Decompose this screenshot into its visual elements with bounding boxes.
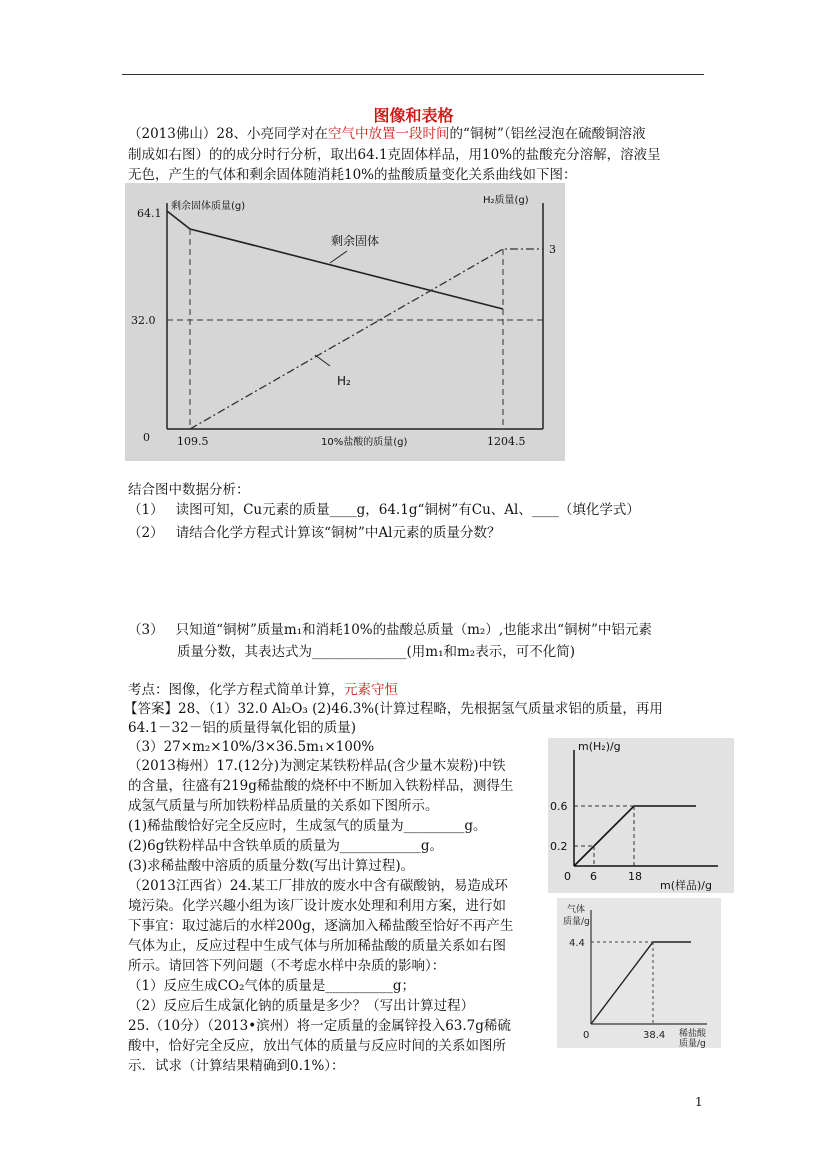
fig1-y-left-label: 剩余固体质量(g): [171, 201, 246, 212]
page-number: 1: [695, 1095, 703, 1109]
fig1-tick-3: 3: [549, 243, 556, 256]
p4-line2: 酸中，恰好完全反应，放出气体的质量与反应时间的关系如图所: [128, 1038, 506, 1054]
q1-part2-text: 请结合化学方程式计算该“铜树”中Al元素的质量分数？: [175, 525, 501, 541]
figure-3-chart: [557, 898, 721, 1048]
p2-line6: (3)求稀盐酸中溶质的质量分数(写出计算过程)。: [128, 858, 415, 874]
kaodian-line: [128, 681, 398, 699]
kaodian-text: 考点：图像，化学方程式简单计算，: [128, 682, 344, 698]
q1-part3-num: （3）: [128, 622, 164, 638]
answer-line3: （3）27×m₂×10%/3×36.5m₁×100%: [128, 739, 375, 755]
p1-line2: 制成如右图）的的成分时行分析，取出64.1克固体样品，用10%的盐酸充分溶解，溶液呈: [128, 147, 661, 163]
q1-part1-text: 读图可知，Cu元素的质量____g，64.1g“铜树”有Cu、Al、____（填化学式）: [175, 502, 640, 518]
fig2-tick-0: 0: [564, 870, 571, 883]
p3-line2: 境污染。化学兴趣小组为该厂设计废水处理和利用方案，进行如: [128, 898, 506, 914]
p3-line4: 气体为止，反应过程中生成气体与所加稀盐酸的质量关系如右图: [128, 938, 506, 954]
fig1-label-pointer-1: [330, 251, 347, 263]
fig1-curve2-label: H₂: [337, 374, 351, 388]
fig3-tick-44: 4.4: [569, 938, 585, 949]
q1-part1-num: （1）: [128, 502, 164, 518]
p3-line6: （1）反应生成CO₂气体的质量是__________g；: [128, 978, 416, 994]
p1-line1-tail: 的“铜树”（铝丝浸泡在硫酸铜溶液: [449, 126, 646, 142]
figure-2-chart: [548, 738, 734, 893]
answer-line1: 【答案】28、（1）32.0 Al₂O₃ (2)46.3%(计算过程略，先根据氢气质量求铝的质量，再用: [124, 701, 663, 717]
fig1-y-right-label: H₂质量(g): [483, 195, 529, 206]
p1-highlight: 空气中放置一段时间: [328, 126, 450, 142]
fig2-x-label: m(样品)/g: [660, 879, 712, 892]
fig2-tick-06: 0.6: [550, 800, 568, 813]
figure-2-photo: [548, 738, 734, 893]
fig2-tick-6: 6: [590, 870, 597, 883]
p4-line3: 示．试求（计算结果精确到0.1%）：: [128, 1058, 345, 1074]
fig3-tick-0: 0: [583, 1030, 590, 1041]
fig1-tick-32: 32.0: [131, 314, 156, 327]
header-rule: [122, 74, 704, 75]
fig2-tick-02: 0.2: [550, 840, 568, 853]
p1-line1-text: （2013佛山）28、小亮同学对在: [128, 126, 329, 142]
p4-line1: 25.（10分）（2013•滨州）将一定质量的金属锌投入63.7g稀硫: [128, 1018, 511, 1034]
fig1-tick-1095: 109.5: [177, 435, 209, 448]
fig1-tick-0: 0: [143, 431, 150, 444]
p3-line7: （2）反应后生成氯化钠的质量是多少？（写出计算过程）: [128, 998, 475, 1014]
fig1-tick-64: 64.1: [137, 207, 162, 220]
p3-line3: 下事宜：取过滤后的水样200g，逐滴加入稀盐酸至恰好不再产生: [128, 918, 514, 934]
fig1-tick-12045: 1204.5: [487, 435, 526, 448]
figure-1-chart: [125, 183, 565, 461]
q1-part3-line2: 质量分数，其表达式为______________(用m₁和m₂表示，可不化简): [177, 644, 575, 660]
fig1-x-label: 10%盐酸的质量(g): [321, 437, 408, 448]
p1-line1: [128, 125, 646, 143]
p2-line4: (1)稀盐酸恰好完全反应时，生成氢气的质量为_________g。: [128, 818, 487, 834]
fig3-tick-384: 38.4: [643, 1030, 666, 1041]
p2-line2: 的含量，往盛有219g稀盐酸的烧杯中不断加入铁粉样品，测得生: [128, 778, 514, 794]
q1-part1: [128, 501, 640, 519]
q1-part2: [128, 524, 500, 542]
kaodian-highlight: 元素守恒: [344, 682, 398, 698]
p3-line5: 所示。请回答下列问题（不考虑水样中杂质的影响）：: [128, 958, 446, 974]
p2-line3: 成氢气质量与所加铁粉样品质量的关系如下图所示。: [128, 798, 439, 814]
p2-line5: (2)6g铁粉样品中含铁单质的质量为____________g。: [128, 838, 443, 854]
q1-part2-num: （2）: [128, 525, 164, 541]
fig2-line: [574, 806, 696, 866]
fig1-curve1-label: 剩余固体: [331, 234, 380, 248]
fig3-x-label-1: 稀盐酸: [679, 1029, 707, 1039]
figure-3-photo: [557, 898, 721, 1048]
q1-part3-text: 只知道“铜树”质量m₁和消耗10%的盐酸总质量（m₂）,也能求出“铜树”中铝元素: [175, 622, 652, 638]
fig2-y-label: m(H₂)/g: [578, 740, 621, 753]
p3-line1: （2013江西省）24.某工厂排放的废水中含有碳酸钠，易造成环: [128, 878, 508, 894]
q1-part3: [128, 621, 652, 639]
fig1-label-pointer-2: [315, 355, 330, 366]
fig3-y-label-1: 气体: [567, 905, 586, 915]
page-title: 图像和表格: [373, 106, 454, 125]
answer-line2: 64.1－32－铝的质量得氧化铝的质量): [128, 720, 357, 736]
figure-1-photo: [125, 183, 565, 461]
fig3-y-label-2: 质量/g: [563, 917, 590, 927]
p2-line1: （2013梅州）17.(12分)为测定某铁粉样品(含少量木炭粉)中铁: [128, 758, 506, 774]
fig3-x-label-2: 质量/g: [679, 1039, 706, 1048]
fig2-tick-18: 18: [628, 870, 642, 883]
q1-intro: 结合图中数据分析：: [128, 482, 250, 498]
fig1-h2-curve: [190, 249, 543, 429]
p1-line3: 无色，产生的气体和剩余固体随消耗10%的盐酸质量变化关系曲线如下图：: [128, 167, 577, 183]
fig3-line: [591, 942, 691, 1024]
